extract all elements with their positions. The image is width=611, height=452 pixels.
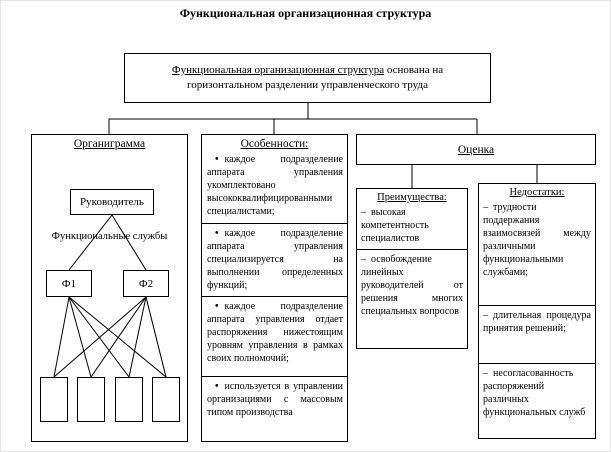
dash-marker: –: [361, 207, 366, 218]
disadvantage-item-2: [479, 305, 595, 363]
manager-box: Руководитель: [70, 189, 154, 215]
bullet-icon: •: [215, 228, 219, 239]
diagram-title: Функциональная организационная структура: [179, 6, 432, 20]
feature-item-4-text: используется в управлении организациями с массовым типом производства: [207, 381, 343, 418]
organigram-panel: [31, 134, 188, 442]
disadvantage-item-1: [479, 198, 595, 305]
unit-box-4: [152, 377, 180, 422]
disadvantage-item-2-text: длительная процедура принятия решений;: [483, 310, 591, 334]
feature-item-2: [202, 223, 347, 296]
features-header: Особенности:: [240, 138, 309, 150]
unit-box-1: [40, 377, 68, 422]
feature-item-3: [202, 296, 347, 376]
feature-item-1: [202, 150, 347, 223]
disadvantages-panel: [478, 183, 596, 439]
advantage-item-2-text: освобождение линейных руководителей от решения многих специальных вопросов: [361, 254, 463, 317]
bullet-icon: •: [215, 381, 219, 392]
bullet-icon: •: [215, 301, 219, 312]
organigram-header: Органиграмма: [73, 138, 146, 150]
dash-marker: –: [483, 310, 488, 321]
functional-services-label: Функциональные службы: [51, 231, 168, 242]
dash-marker: –: [361, 254, 366, 265]
advantages-panel: [356, 188, 468, 349]
disadvantage-item-1-text: трудности поддержания взаимосвязей между различными функциональными службами;: [483, 202, 591, 278]
feature-item-4: [202, 376, 347, 423]
features-panel: [201, 134, 348, 442]
disadvantages-header: Недостатки:: [509, 187, 565, 198]
definition-term: Функциональная организационная структура: [171, 63, 385, 76]
disadvantage-item-3: [479, 363, 595, 423]
unit-box-2: [77, 377, 105, 422]
feature-item-2-text: каждое подразделение аппарата управления специализируется на выполнении определенных функций;: [207, 228, 343, 291]
dash-marker: –: [483, 202, 488, 213]
definition-rest: основана на горизонтальном разделении управленческого труда: [187, 63, 444, 91]
dash-marker: –: [483, 368, 488, 379]
advantage-item-1: [357, 203, 467, 249]
advantage-item-1-text: высокая компетентность специалистов: [361, 207, 429, 244]
evaluation-header: Оценка: [457, 143, 495, 156]
bullet-icon: •: [215, 154, 219, 165]
advantages-header: Преимущества:: [377, 192, 447, 203]
disadvantage-item-3-text: несогласованность распоряжений различных функциональных служб: [483, 368, 586, 418]
evaluation-header-box: [356, 134, 596, 165]
advantage-item-2: [357, 249, 467, 322]
f2-box: Ф2: [123, 270, 169, 297]
definition-box: [124, 53, 491, 103]
definition-text: [135, 63, 480, 94]
f1-box: Ф1: [46, 270, 92, 297]
unit-box-3: [115, 377, 143, 422]
feature-item-3-text: каждое подразделение аппарата управления отдает распоряжения нижестоящим уровням управления в рамках своих полномочий;: [207, 301, 343, 364]
feature-item-1-text: каждое подразделение аппарата управления укомплектовано высококвалифицированными специалистами;: [207, 154, 343, 217]
